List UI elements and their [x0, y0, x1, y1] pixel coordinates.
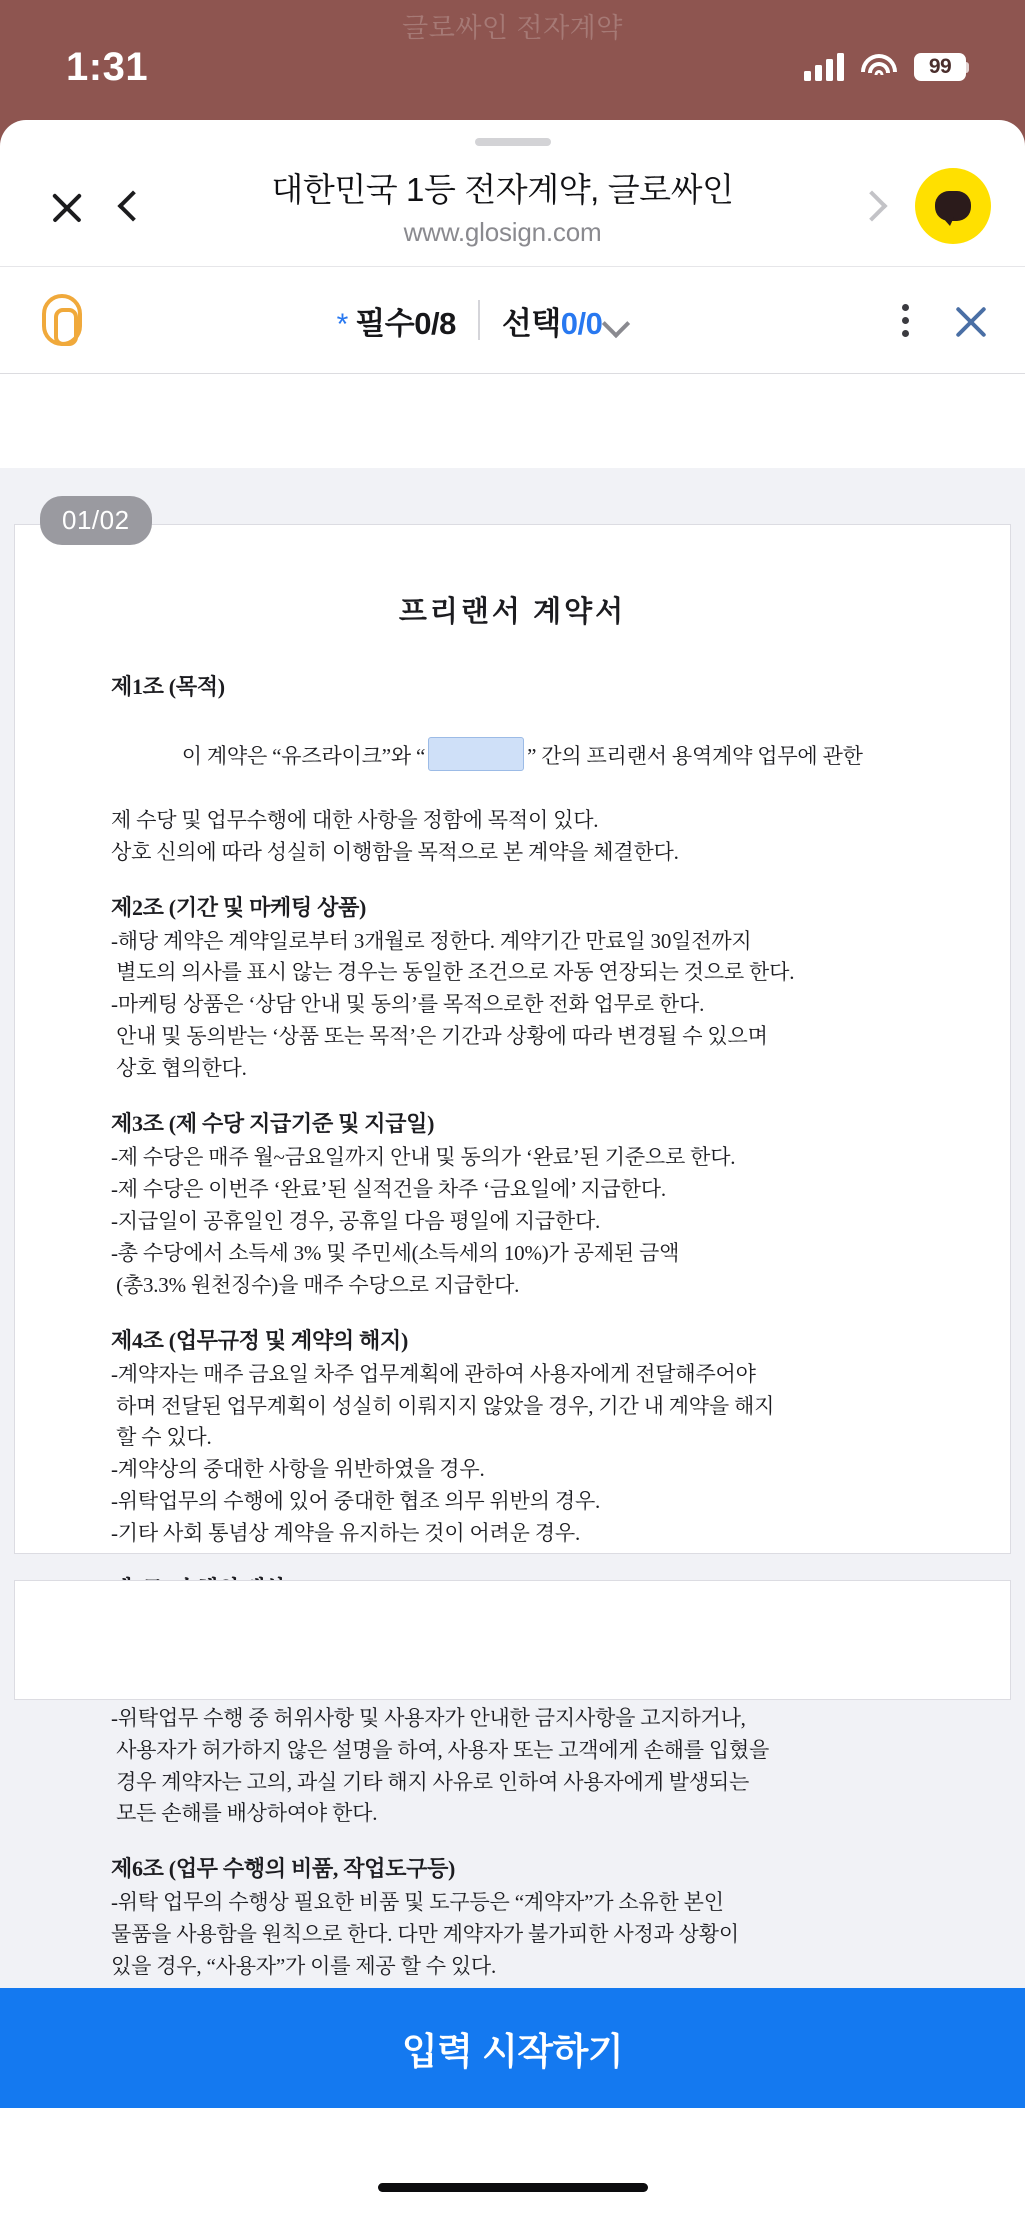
- clause-1: [111, 670, 914, 869]
- clause-3-line-2: -제 수당은 이번주 ‘완료’된 실적건을 차주 ‘금요일에’ 지급한다.: [111, 1176, 666, 1201]
- home-indicator-area: [0, 2108, 1025, 2218]
- required-label: 필수0/8: [355, 305, 456, 341]
- clause-5-line-4: -위탁업무 수행 중 허위사항 및 사용자가 안내한 금지사항을 고지하거나,: [111, 1705, 746, 1730]
- clause-2-line-5: 상호 협의한다.: [111, 1056, 247, 1081]
- kakao-chat-button[interactable]: [915, 168, 991, 244]
- document-viewer[interactable]: [0, 468, 1025, 1988]
- forward-button[interactable]: [839, 173, 905, 239]
- browser-header: [0, 146, 1025, 266]
- optional-label: 선택: [501, 305, 561, 341]
- chevron-down-icon[interactable]: [602, 309, 630, 337]
- clause-4-line-1: -계약자는 매주 금요일 차주 업무계획에 관하여 사용자에게 전달해주어야: [111, 1361, 756, 1386]
- clause-5-line-6: 경우 계약자는 고의, 과실 기타 해지 사유로 인하여 사용자에게 발생되는: [111, 1769, 750, 1794]
- clause-3-line-4: -총 수당에서 소득세 3% 및 주민세(소득세의 10%)가 공제된 금액: [111, 1240, 680, 1265]
- cellular-signal-icon: [804, 53, 844, 81]
- clause-1-line-1-tail: ” 간의 프리랜서 용역계약 업무에 관한: [527, 743, 863, 768]
- clause-4-line-6: -기타 사회 통념상 계약을 유지하는 것이 어려운 경우.: [111, 1521, 580, 1546]
- page-url: www.glosign.com: [403, 217, 602, 247]
- clause-3-head: 제3조 (제 수당 지급기준 및 지급일): [111, 1111, 435, 1137]
- in-app-browser-sheet: [0, 120, 1025, 2218]
- form-toolbar: [0, 266, 1025, 374]
- clause-2-line-1: -해당 계약은 계약일로부터 3개월로 정한다. 계약기간 만료일 30일전까지: [111, 928, 752, 953]
- clause-6-line-3: 있을 경우, “사용자”가 이를 제공 할 수 있다.: [111, 1954, 497, 1979]
- clause-4-line-3: 할 수 있다.: [111, 1425, 212, 1450]
- status-ghost-text: 글로싸인 전자계약: [402, 13, 623, 43]
- status-time: 1:31: [66, 44, 149, 89]
- clause-3-line-3: -지급일이 공휴일인 경우, 공휴일 다음 평일에 지급한다.: [111, 1208, 601, 1233]
- battery-level: 99: [928, 55, 952, 78]
- more-options-button[interactable]: [881, 304, 929, 337]
- clause-4: [111, 1324, 914, 1550]
- optional-counter[interactable]: [502, 298, 627, 343]
- counter-divider: [478, 300, 480, 340]
- contract-page-next: [14, 1580, 1011, 1700]
- clause-3-line-5: (총3.3% 원천징수)을 매주 수당으로 지급한다.: [111, 1272, 520, 1297]
- clause-6-line-1: -위탁 업무의 수행상 필요한 비품 및 도구등은 “계약자”가 소유한 본인: [111, 1890, 724, 1915]
- clause-5-line-7: 모든 손해를 배상하여야 한다.: [111, 1801, 378, 1826]
- clause-1-line-3: 상호 신의에 따라 성실히 이행함을 목적으로 본 계약을 체결한다.: [111, 839, 679, 864]
- clause-3: [111, 1107, 914, 1302]
- close-form-button[interactable]: [951, 300, 991, 340]
- clause-4-line-4: -계약상의 중대한 사항을 위반하였을 경우.: [111, 1457, 485, 1482]
- optional-count: 0/0: [560, 305, 603, 341]
- status-bar: [0, 0, 1025, 120]
- close-icon: [48, 187, 86, 225]
- clause-2-line-3: -마케팅 상품은 ‘상담 안내 및 동의’를 목적으로한 전화 업무로 한다.: [111, 992, 705, 1017]
- clause-4-line-2: 하며 전달된 업무계획이 성실히 이뤄지지 않았을 경우, 기간 내 계약을 해지: [111, 1393, 775, 1418]
- required-counter[interactable]: [337, 298, 456, 343]
- wifi-icon: [861, 54, 897, 81]
- clause-1-head: 제1조 (목적): [111, 674, 225, 699]
- chevron-right-icon: [856, 190, 887, 221]
- start-input-label: 입력 시작하기: [401, 2031, 624, 2072]
- chevron-left-icon: [117, 190, 148, 221]
- close-browser-button[interactable]: [34, 173, 100, 239]
- clause-4-head: 제4조 (업무규정 및 계약의 해지): [111, 1327, 408, 1353]
- page-title-block: [166, 164, 839, 248]
- clause-6-line-2: 물품을 사용함을 원칙으로 한다. 다만 계약자가 불가피한 사정과 상황이: [111, 1922, 739, 1947]
- contract-title: 프리랜서 계약서: [398, 596, 627, 628]
- page-title: 대한민국 1등 전자계약, 글로싸인: [271, 171, 734, 208]
- battery-cap: [965, 62, 969, 73]
- start-input-button[interactable]: [0, 1988, 1025, 2108]
- clause-2-line-4: 안내 및 동의받는 ‘상품 또는 목적’은 기간과 상황에 따라 변경될 수 있으며: [111, 1024, 768, 1049]
- page-indicator: 01/02: [40, 496, 152, 545]
- paperclip-icon[interactable]: [42, 294, 82, 346]
- clause-1-line-1-text: 이 계약은 “유즈라이크”와 “: [181, 743, 426, 768]
- clause-1-line-1: [111, 705, 914, 805]
- clause-3-line-1: -제 수당은 매주 월~금요일까지 안내 및 동의가 ‘완료’된 기준으로 한다.: [111, 1145, 736, 1170]
- required-asterisk-icon: *: [336, 307, 349, 341]
- field-counter-group: [82, 298, 881, 343]
- clause-2-line-2: 별도의 의사를 표시 않는 경우는 동일한 조건으로 자동 연장되는 것으로 한다.: [111, 960, 795, 985]
- clause-6-head: 제6조 (업무 수행의 비품, 작업도구등): [111, 1856, 456, 1882]
- clause-2: [111, 891, 914, 1086]
- battery-icon: [914, 53, 966, 81]
- status-indicators: [804, 53, 969, 81]
- clause-4-line-5: -위탁업무의 수행에 있어 중대한 협조 의무 위반의 경우.: [111, 1489, 601, 1514]
- clause-6: [111, 1852, 914, 1983]
- clause-2-head: 제2조 (기간 및 마케팅 상품): [111, 894, 367, 920]
- clause-1-line-2: 제 수당 및 업무수행에 대한 사항을 정함에 목적이 있다.: [111, 807, 599, 832]
- clause-5-line-5: 사용자가 허가하지 않은 설명을 하여, 사용자 또는 고객에게 손해를 입혔을: [111, 1737, 770, 1762]
- home-indicator[interactable]: [378, 2183, 648, 2192]
- sheet-grabber[interactable]: [475, 138, 551, 146]
- signature-input-field[interactable]: [428, 737, 524, 771]
- contract-page: [14, 524, 1011, 1979]
- back-button[interactable]: [100, 173, 166, 239]
- kakao-chat-icon: [935, 191, 971, 221]
